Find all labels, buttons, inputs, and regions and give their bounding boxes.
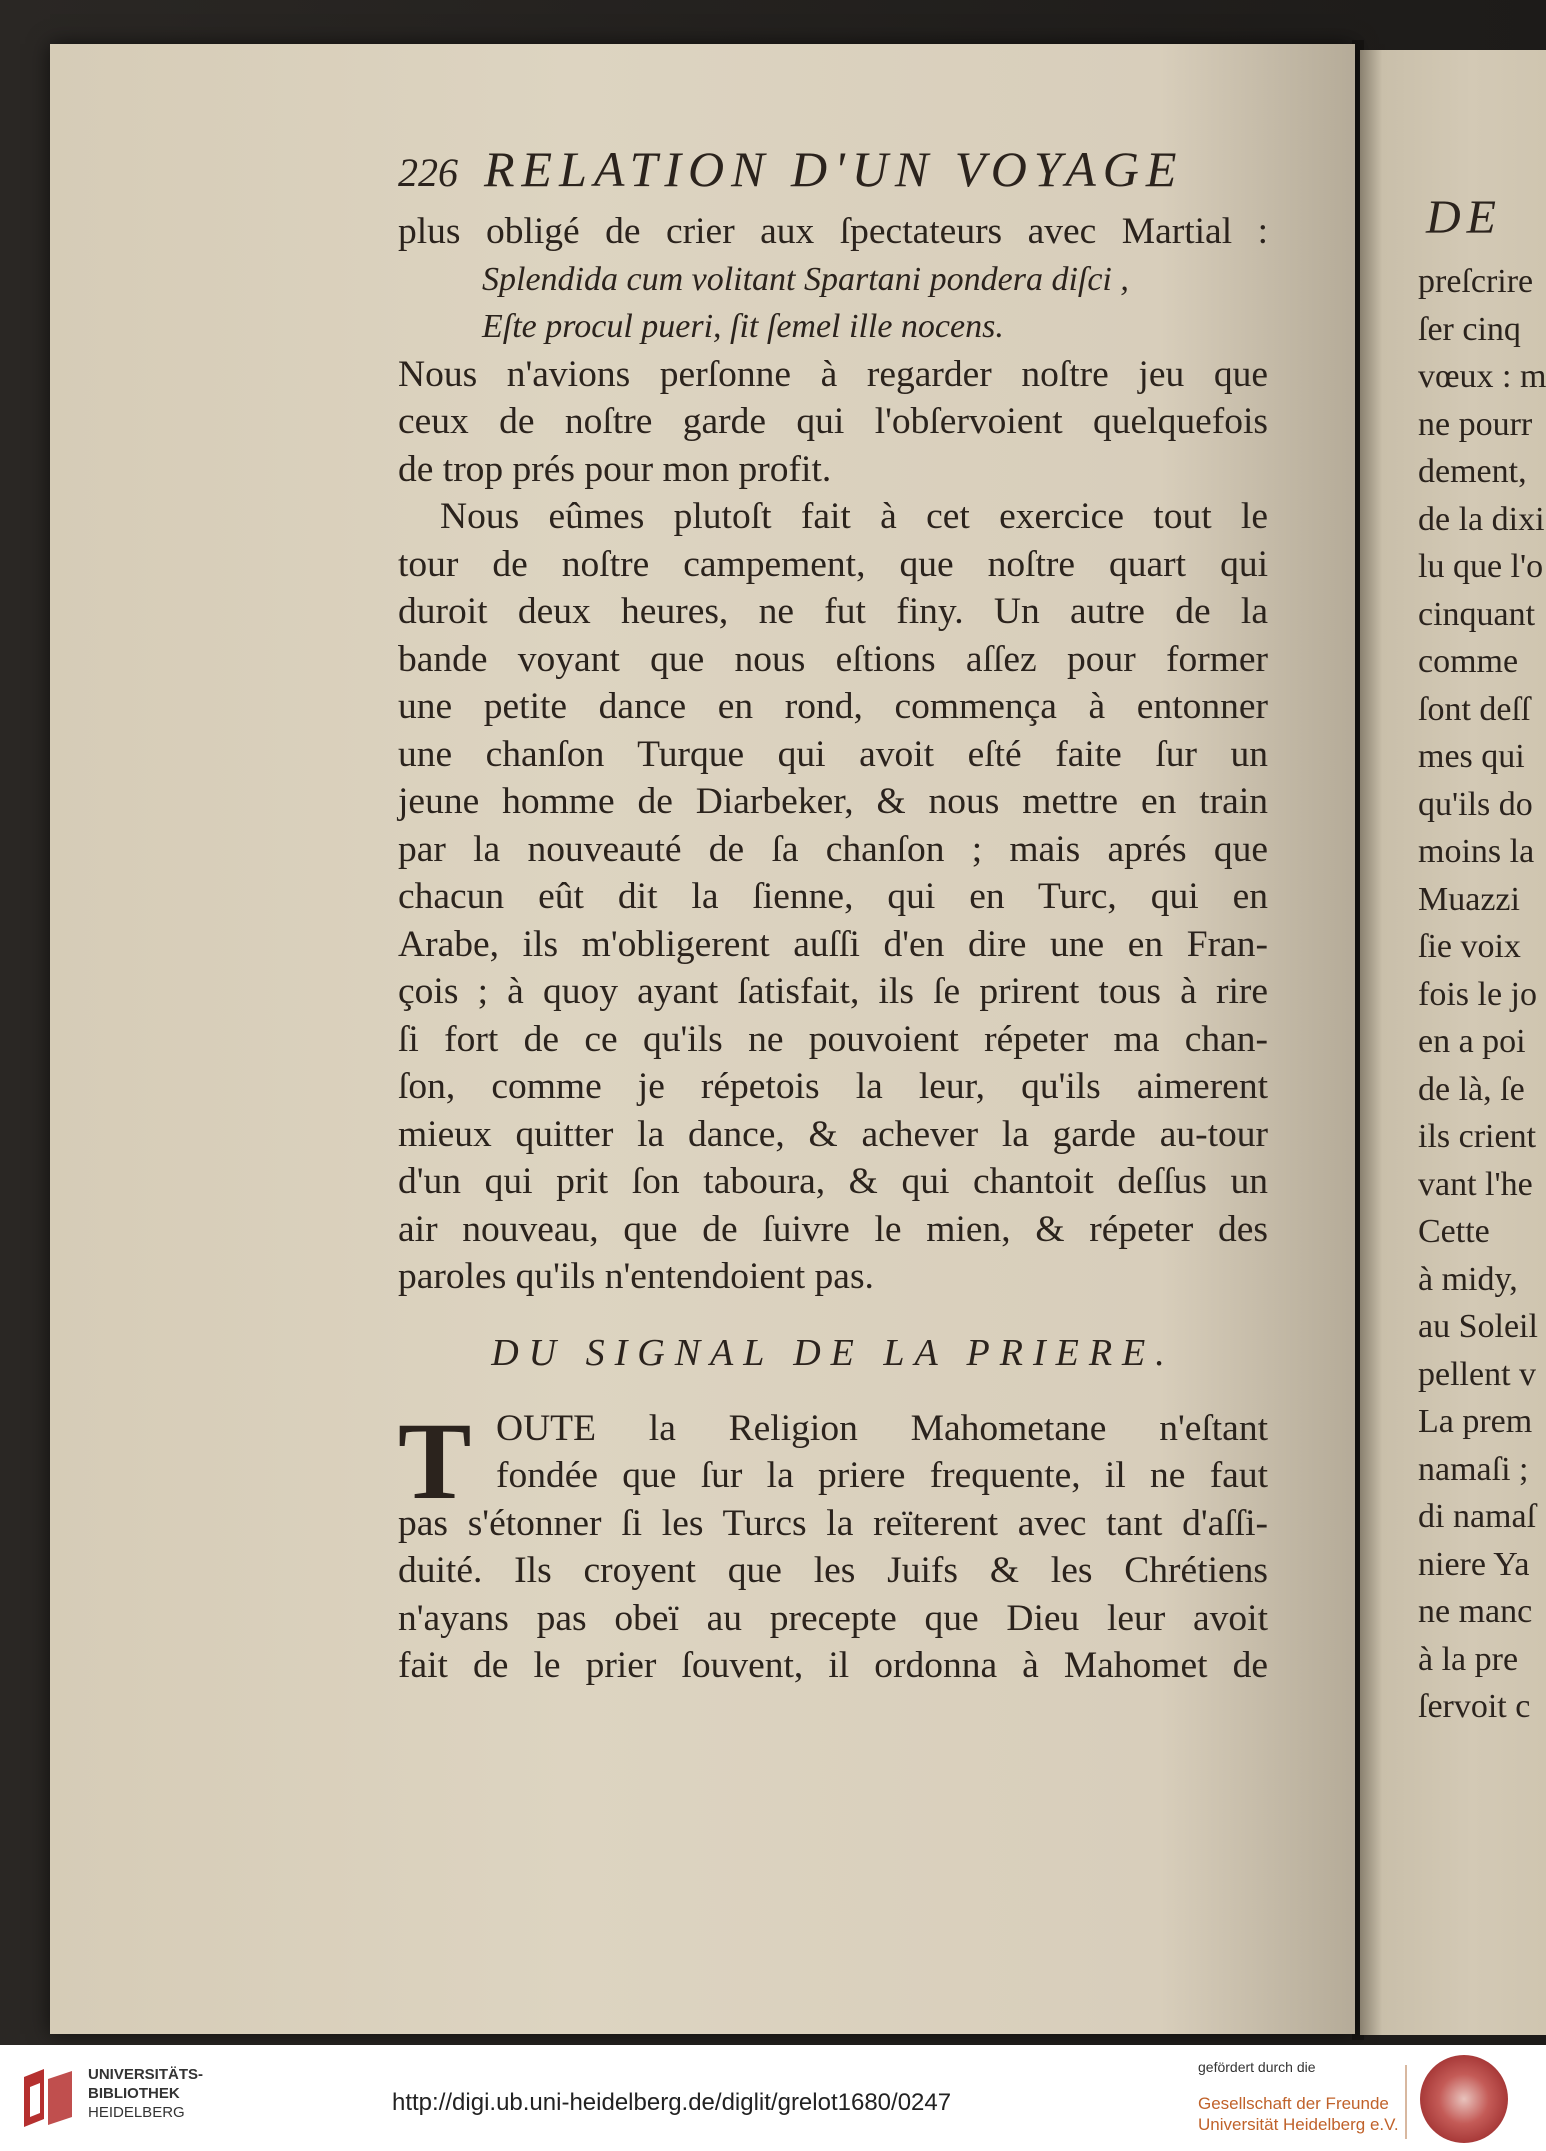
sponsor-name[interactable] [1198, 2093, 1399, 2135]
facing-text-line: lu que l'o [1418, 548, 1544, 585]
drop-cap: T [398, 1399, 472, 1522]
text-line: çois ; à quoy ayant ſatisfait, ils ſe prirent tous à rire [398, 971, 1268, 1012]
text-line: une petite dance en rond, commença à entonner [398, 686, 1268, 727]
facing-text-line: en a poi [1418, 1023, 1526, 1060]
facing-text-line: ſer cinq [1418, 310, 1521, 348]
facing-text-line: La prem [1418, 1403, 1533, 1440]
library-logo-icon[interactable] [22, 2069, 74, 2127]
facing-running-title: DE [1426, 191, 1502, 244]
text-line: duroit deux heures, ne fut finy. Un autre de la [398, 591, 1268, 632]
facing-text-line: di namaſ [1418, 1498, 1537, 1535]
facing-text-line: fois le jo [1418, 975, 1537, 1013]
text-line: Arabe, ils m'obligerent auſſi d'en dire une en Fran- [398, 923, 1268, 965]
library-name [88, 2065, 203, 2122]
text-line: ſi fort de ce qu'ils ne pouvoient répeter ma chan- [398, 1018, 1268, 1060]
facing-text-line: à midy, [1418, 1260, 1518, 1298]
text-line: ſon, comme je répetois la leur, qu'ils aimerent [398, 1066, 1268, 1107]
text-line: jeune homme de Diarbeker, & nous mettre en train [398, 781, 1268, 822]
library-name-line1: UNIVERSITÄTS- [88, 2066, 204, 2083]
facing-text-line: de là, ſe [1418, 1070, 1525, 1108]
sponsor-label: gefördert durch die [1198, 2059, 1316, 2075]
text-line: chacun eût dit la ſienne, qui en Turc, qui en [398, 876, 1268, 917]
text-line: une chanſon Turque qui avoit eſté faite ſur un [398, 733, 1268, 775]
text-line: tour de noſtre campement, que noſtre quart qui [398, 543, 1268, 585]
text-line: paroles qu'ils n'entendoient pas. [398, 1256, 874, 1297]
page-header [398, 140, 1268, 208]
facing-text-line: vœux : m [1418, 358, 1546, 395]
facing-text-line: de la dixi [1418, 500, 1545, 538]
left-page-text [398, 140, 1268, 1690]
verse-line: Splendida cum volitant Spartani pondera diſci , [482, 260, 1129, 298]
facing-text-line: dement, [1418, 453, 1527, 490]
sponsor-name-line1: Gesellschaft der Freunde [1198, 2094, 1389, 2113]
verse-line: Eſte procul pueri, ſit ſemel ille nocens. [482, 308, 1004, 345]
text-line: pas s'étonner ſi les Turcs la reïterent avec tant d'aſſi- [398, 1502, 1268, 1544]
facing-text-line: preſcrire [1418, 263, 1534, 300]
page-url-link[interactable]: http://digi.ub.uni-heidelberg.de/diglit/grelot1680/0247 [392, 2089, 952, 2116]
facing-text-line: à la pre [1418, 1640, 1519, 1678]
text-line: n'ayans pas obeï au precepte que Dieu leur avoit [398, 1597, 1268, 1639]
text-line: OUTE la Religion Mahometane n'eſtant [496, 1407, 1268, 1449]
text-line: Nous n'avions perſonne à regarder noſtre jeu que [398, 353, 1268, 395]
university-seal-icon[interactable] [1420, 2055, 1508, 2143]
facing-text-line: niere Ya [1418, 1545, 1530, 1583]
facing-text-line: vant l'he [1418, 1165, 1533, 1203]
facing-text-line: moins la [1418, 833, 1535, 870]
facing-text-line: ne pourr [1418, 405, 1533, 443]
facing-page [1360, 50, 1546, 2035]
facing-lines [1418, 258, 1546, 1731]
section-heading: DU SIGNAL DE LA PRIERE. [491, 1331, 1175, 1374]
text-line: duité. Ils croyent que les Juifs & les Chrétiens [398, 1550, 1268, 1591]
text-line: ceux de noſtre garde qui l'obſervoient quelquefois [398, 401, 1268, 442]
facing-text-line: Muazzi [1418, 880, 1520, 918]
running-title: RELATION D'UN VOYAGE [484, 141, 1184, 197]
facing-text-line: namaſi ; [1418, 1450, 1529, 1488]
facing-text-line: ſervoit c [1418, 1688, 1531, 1725]
text-line: de trop prés pour mon profit. [398, 448, 832, 490]
text-line: fondée que ſur la priere frequente, il ne faut [496, 1455, 1268, 1496]
text-line: Nous eûmes plutoſt fait à cet exercice tout le [440, 496, 1268, 537]
facing-text-line: comme [1418, 643, 1519, 680]
facing-text-line: ſont deſſ [1418, 690, 1531, 728]
facing-text-line: mes qui [1418, 738, 1525, 775]
text-line: d'un qui prit ſon taboura, & qui chantoit deſſus un [398, 1161, 1268, 1202]
text-line: par la nouveauté de ſa chanſon ; mais aprés que [398, 828, 1268, 870]
text-line: bande voyant que nous eſtions aſſez pour former [398, 638, 1268, 680]
facing-text-line: ils crient [1418, 1118, 1537, 1155]
footer-divider [1405, 2065, 1407, 2139]
library-name-line3: HEIDELBERG [88, 2104, 185, 2121]
footer-bar [0, 2045, 1546, 2151]
text-line: plus obligé de crier aux ſpectateurs avec Martial : [398, 211, 1268, 252]
facing-text-line: cinquant [1418, 595, 1536, 633]
text-line: mieux quitter la dance, & achever la garde au-tour [398, 1113, 1268, 1155]
page-number: 226 [398, 150, 458, 195]
facing-page-text [1418, 190, 1546, 1731]
facing-text-line: ſie voix [1418, 928, 1521, 965]
text-line: fait de le prier ſouvent, il ordonna à Mahomet de [398, 1645, 1268, 1686]
library-name-line2: BIBLIOTHEK [88, 2085, 180, 2102]
facing-text-line: Cette [1418, 1213, 1490, 1250]
facing-text-line: ne manc [1418, 1593, 1533, 1630]
section-paragraph [398, 1399, 1268, 1690]
facing-text-line: pellent v [1418, 1355, 1537, 1393]
sponsor-name-line2: Universität Heidelberg e.V. [1198, 2115, 1399, 2134]
facing-text-line: qu'ils do [1418, 785, 1533, 823]
facing-text-line: au Soleil [1418, 1308, 1538, 1345]
text-line: air nouveau, que de ſuivre le mien, & répeter des [398, 1208, 1268, 1250]
